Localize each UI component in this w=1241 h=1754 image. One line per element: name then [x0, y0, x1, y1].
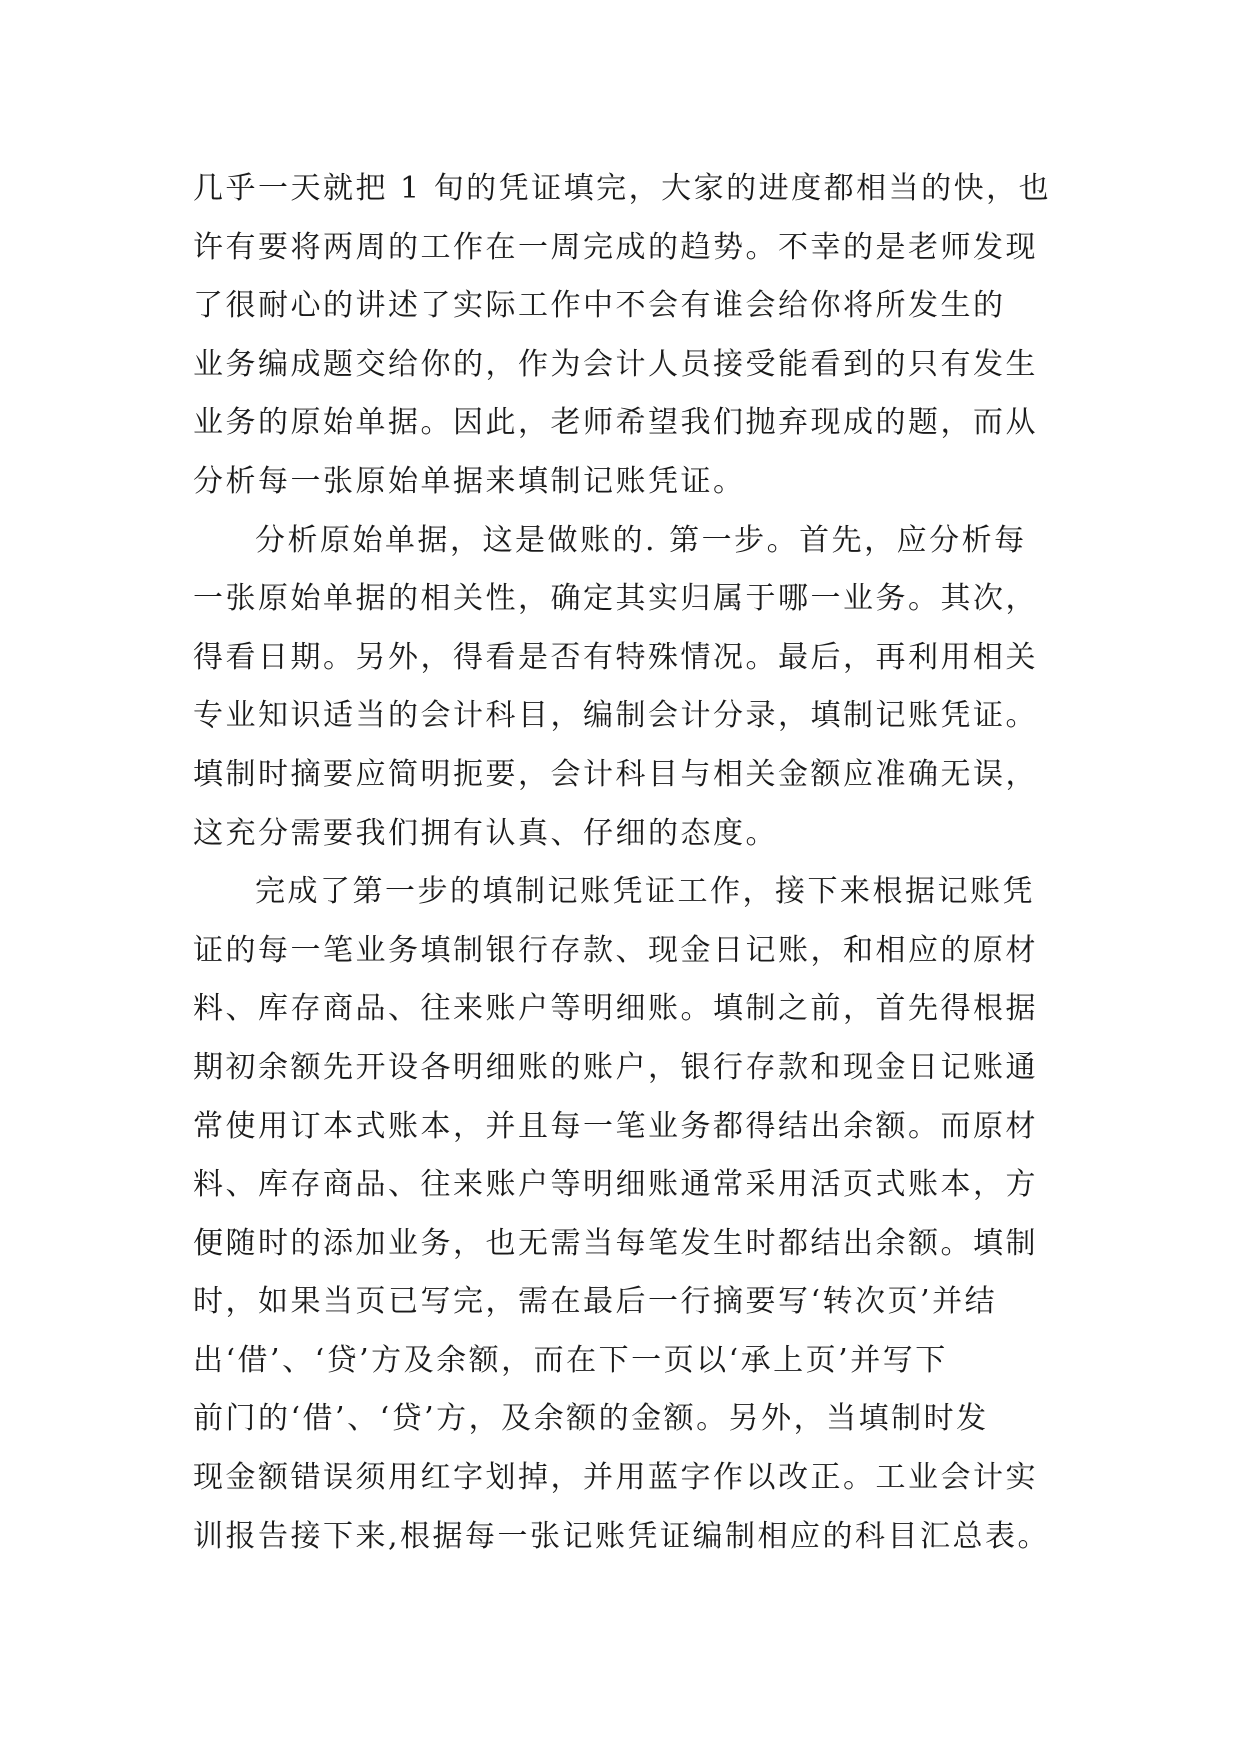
- text-line: 前门的‘借’、‘贷’方，及余额的金额。另外，当填制时发: [193, 1401, 989, 1437]
- text-line: 专业知识适当的会计科目，编制会计分录，填制记账凭证。: [193, 698, 1038, 734]
- text-line: 了很耐心的讲述了实际工作中不会有谁会给你将所发生的: [193, 288, 1006, 324]
- text-line: 一张原始单据的相关性，确定其实归属于哪一业务。其次，: [193, 581, 1038, 617]
- text-line: 常使用订本式账本，并且每一笔业务都得结出余额。而原材: [193, 1108, 1038, 1144]
- text-line: 料、库存商品、往来账户等明细账通常采用活页式账本，方: [193, 1167, 1038, 1203]
- text-line: 完成了第一步的填制记账凭证工作，接下来根据记账凭: [255, 874, 1035, 910]
- text-line: 许有要将两周的工作在一周完成的趋势。不幸的是老师发现: [193, 229, 1038, 265]
- text-line: 时，如果当页已写完，需在最后一行摘要写‘转次页’并结: [193, 1284, 998, 1320]
- text-line: 几乎一天就把 1 旬的凭证填完，大家的进度都相当的快，也: [193, 171, 1052, 206]
- text-line: 分析原始单据，这是做账的. 第一步。首先，应分析每: [255, 522, 1027, 558]
- text-line: 出‘借’、‘贷’方及余额，而在下一页以‘承上页’并写下: [193, 1342, 948, 1378]
- text-line: 得看日期。另外，得看是否有特殊情况。最后，再利用相关: [193, 639, 1038, 675]
- text-line: 填制时摘要应简明扼要，会计科目与相关金额应准确无误，: [193, 756, 1038, 792]
- text-line: 证的每一笔业务填制银行存款、现金日记账，和相应的原材: [193, 932, 1038, 968]
- text-line: 这充分需要我们拥有认真、仔细的态度。: [193, 815, 778, 851]
- body-text: [193, 160, 1073, 1566]
- text-line: 现金额错误须用红字划掉，并用蓝字作以改正。工业会计实: [193, 1460, 1038, 1496]
- text-line: 便随时的添加业务，也无需当每笔发生时都结出余额。填制: [193, 1225, 1038, 1261]
- text-line: 料、库存商品、往来账户等明细账。填制之前，首先得根据: [193, 991, 1038, 1027]
- text-line: 业务的原始单据。因此，老师希望我们抛弃现成的题，而从: [193, 405, 1038, 441]
- text-line: 业务编成题交给你的，作为会计人员接受能看到的只有发生: [193, 346, 1038, 382]
- text-line: 分析每一张原始单据来填制记账凭证。: [193, 463, 746, 499]
- text-line: 训报告接下来,根据每一张记账凭证编制相应的科目汇总表。: [193, 1518, 1051, 1554]
- text-line: 期初余额先开设各明细账的账户，银行存款和现金日记账通: [193, 1049, 1038, 1085]
